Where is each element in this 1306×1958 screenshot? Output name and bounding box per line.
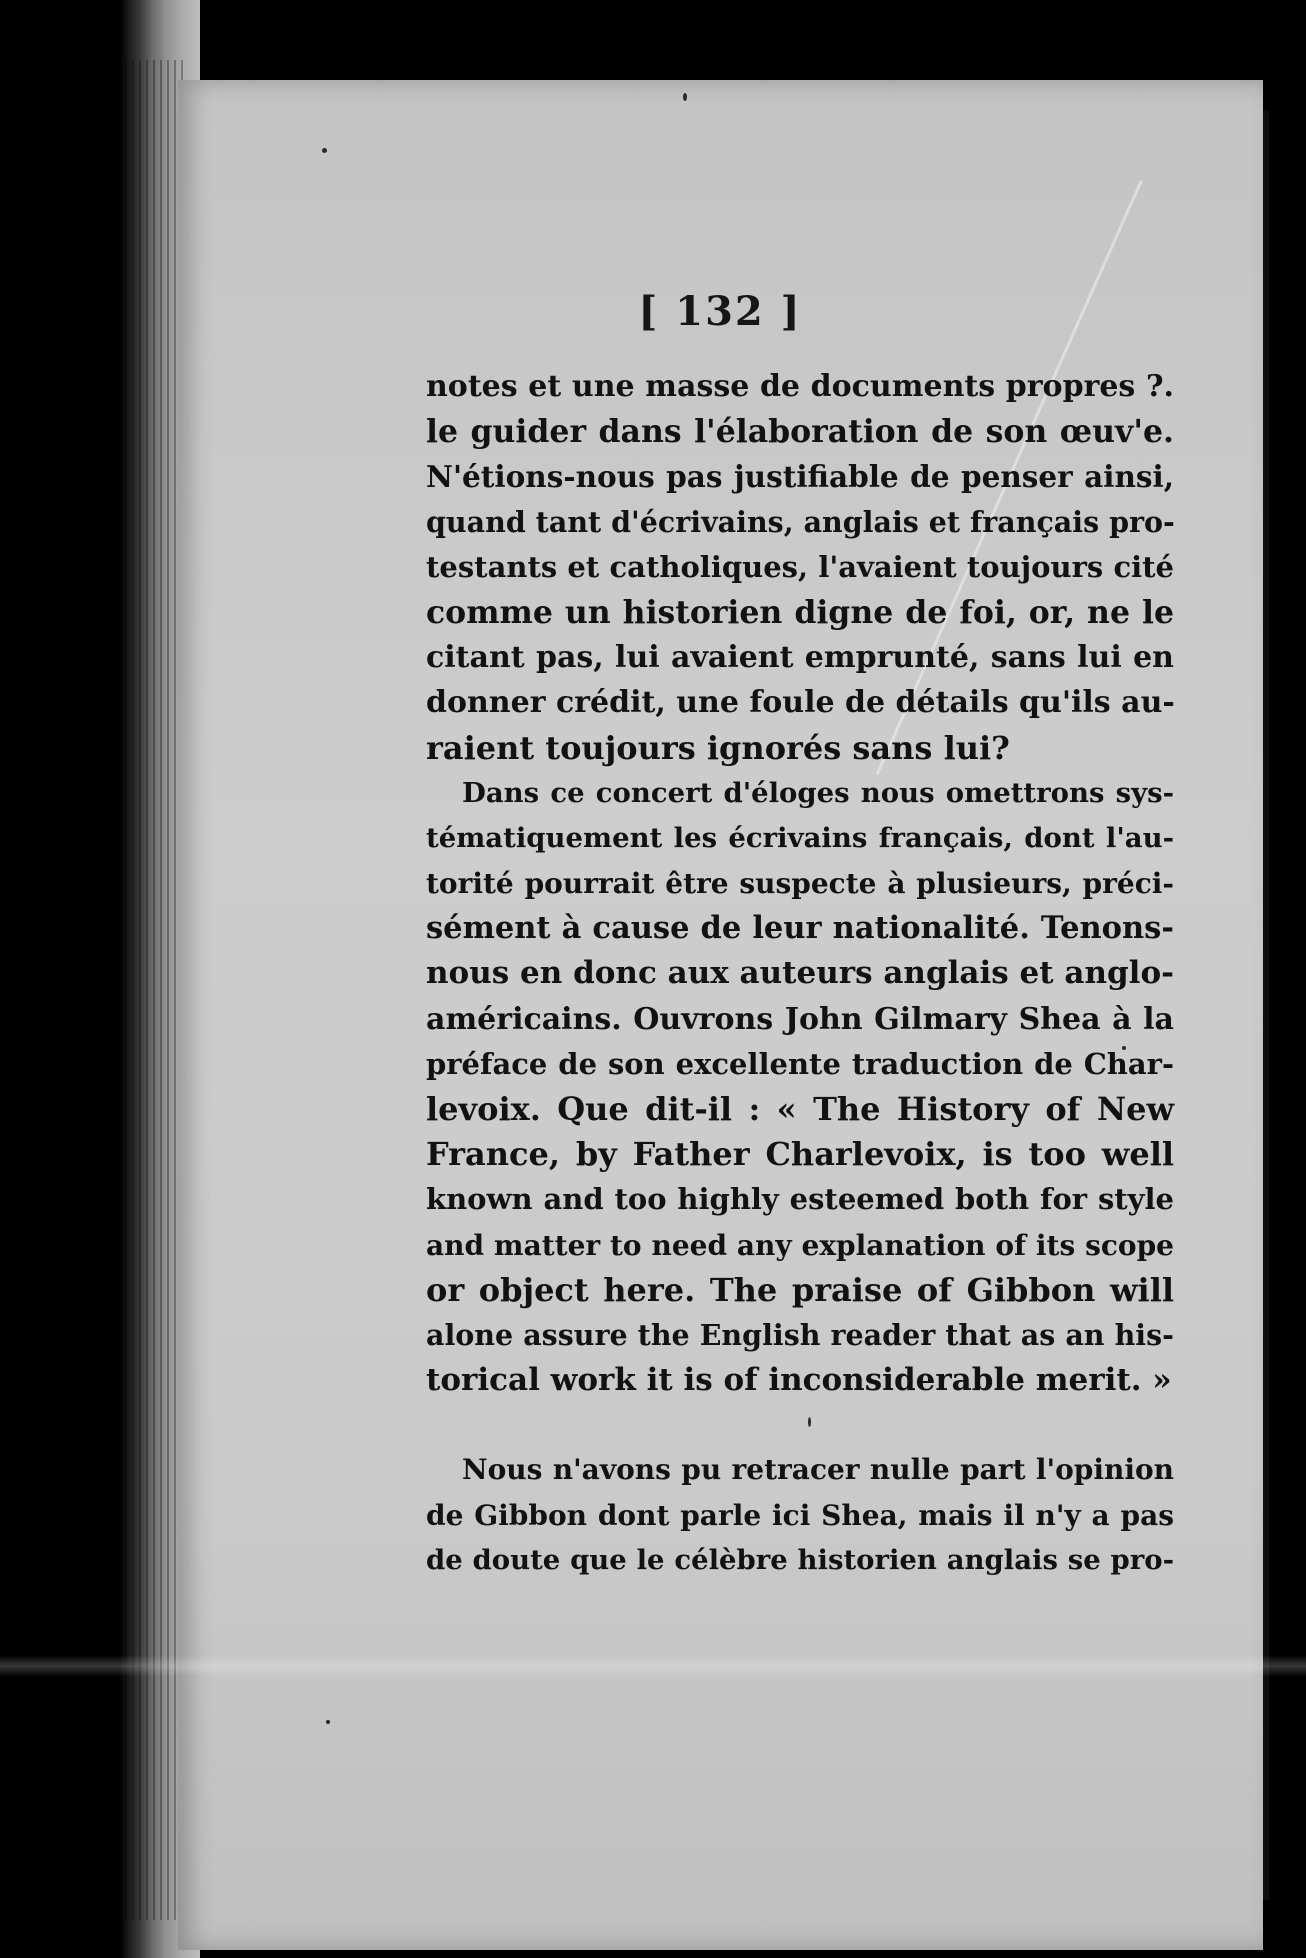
text-line: américains. Ouvrons John Gilmary Shea à la (426, 1001, 1174, 1037)
text-line: donner crédit, une foule de détails qu'ils au- (426, 685, 1175, 721)
text-line: and matter to need any explanation of its scope (426, 1228, 1174, 1262)
text-line: torité pourrait être suspecte à plusieurs, préci- (426, 867, 1174, 901)
paper-speck (683, 93, 687, 101)
page-number: [ 132 ] (638, 288, 802, 335)
text-line: alone assure the English reader that as an his- (426, 1317, 1174, 1352)
text-line: known and too highly esteemed both for style (426, 1182, 1174, 1217)
paragraph-3 (426, 1447, 1174, 1583)
paper-speck (326, 1720, 330, 1724)
text-line: torical work it is of inconsiderable merit. » (426, 1362, 1172, 1399)
paragraph-1 (426, 364, 1174, 771)
text-line: préface de son excellente traduction de Char- (426, 1046, 1174, 1081)
text-line: quand tant d'écrivains, anglais et français pro- (426, 504, 1175, 539)
text-line: tématiquement les écrivains français, dont l'au- (426, 821, 1174, 854)
paragraph-2 (426, 771, 1174, 1404)
text-line: comme un historien digne de foi, or, ne le (426, 593, 1174, 631)
text-line: testants et catholiques, l'avaient toujours cité (426, 549, 1174, 584)
text-line: raient toujours ignorés sans lui? (426, 728, 1010, 767)
text-line: de doute que le célèbre historien anglais se pro- (426, 1543, 1174, 1576)
text-line: Nous n'avons pu retracer nulle part l'opinion (462, 1453, 1174, 1487)
page-right-edge (1263, 110, 1269, 1900)
text-line: le guider dans l'élaboration de son œuv'e. (426, 413, 1174, 451)
text-line: levoix. Que dit-il : « The History of New (426, 1090, 1174, 1128)
paragraph-gap (426, 1403, 1174, 1447)
text-line: notes et une masse de documents propres ?. (426, 369, 1174, 404)
text-line: nous en donc aux auteurs anglais et anglo- (426, 955, 1174, 992)
text-line: de Gibbon dont parle ici Shea, mais il n'y a pas (426, 1498, 1174, 1532)
paper-speck (322, 148, 327, 153)
text-line: Dans ce concert d'éloges nous omettrons sys- (462, 776, 1174, 809)
text-line: France, by Father Charlevoix, is too well (426, 1135, 1174, 1174)
scan-band (0, 1655, 1306, 1677)
binding-shadow-lines (125, 60, 185, 1920)
text-line: N'étions-nous pas justifiable de penser ainsi, (426, 459, 1174, 495)
text-line: citant pas, lui avaient emprunté, sans lui en (426, 640, 1174, 676)
body-text (426, 364, 1174, 1583)
text-line: sément à cause de leur nationalité. Tenons- (426, 910, 1174, 947)
text-line: or object here. The praise of Gibbon will (426, 1270, 1174, 1309)
